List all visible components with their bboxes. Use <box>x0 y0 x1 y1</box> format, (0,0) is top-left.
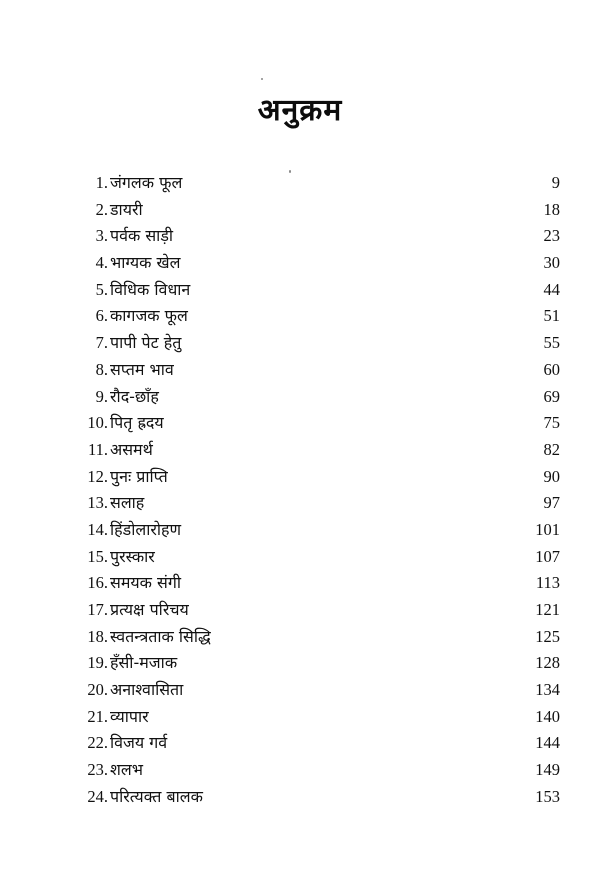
toc-entry-page: 82 <box>543 439 560 459</box>
toc-entry-page: 51 <box>543 306 560 326</box>
toc-entry[interactable] <box>74 597 560 624</box>
toc-entry[interactable] <box>74 437 560 464</box>
toc-entry-number: 16. <box>87 573 108 593</box>
toc-entry-title: पितृ ह्रदय <box>110 413 164 433</box>
toc-entry[interactable] <box>74 250 560 277</box>
toc-entry-number: 22. <box>87 733 108 753</box>
toc-entry-number: 3. <box>95 226 108 246</box>
toc-entry-number: 24. <box>87 786 108 806</box>
toc-entry-number: 1. <box>95 173 108 192</box>
toc-entry-page: 30 <box>543 253 560 273</box>
toc-entry[interactable] <box>74 624 560 651</box>
toc-entry-page: 60 <box>543 359 560 379</box>
toc-entry[interactable] <box>74 410 560 437</box>
toc-entry[interactable] <box>74 357 560 384</box>
toc-entry[interactable] <box>74 330 560 357</box>
toc-entry-title: परित्यक्त बालक <box>110 786 203 806</box>
toc-entry-title: असमर्थ <box>110 439 153 459</box>
toc-entry[interactable] <box>74 517 560 544</box>
toc-entry-page: 69 <box>543 386 560 406</box>
toc-entry-number: 11. <box>87 439 108 459</box>
toc-entry-title: विधिक विधान <box>110 279 191 299</box>
toc-entry-title: डायरी <box>110 199 143 219</box>
toc-entry-number: 20. <box>87 680 108 700</box>
toc-entry-number: 13. <box>87 493 108 513</box>
toc-entry-number: 12. <box>87 466 108 486</box>
toc-entry-title: शलभ <box>110 760 143 780</box>
toc-entry-number: 6. <box>95 306 108 326</box>
toc-entry-number: 8. <box>95 359 108 379</box>
toc-entry-number: 18. <box>87 626 108 646</box>
toc-entry-number: 9. <box>95 386 108 406</box>
toc-entry[interactable] <box>74 464 560 491</box>
toc-entry-page: 55 <box>543 333 560 353</box>
toc-entry[interactable] <box>74 303 560 330</box>
toc-entry-title: अनाश्वासिता <box>110 680 184 700</box>
toc-entry-page: 149 <box>535 760 560 780</box>
toc-entry[interactable] <box>74 757 560 784</box>
toc-entry-page: 140 <box>535 706 560 726</box>
toc-entry-number: 23. <box>87 760 108 780</box>
toc-entry-title: भाग्यक खेल <box>110 253 181 273</box>
toc-entry-page: 153 <box>535 786 560 806</box>
toc-entry[interactable] <box>74 197 560 224</box>
toc-entry-page: 23 <box>543 226 560 246</box>
toc-entry-title: पापी पेट हेतु <box>110 333 182 353</box>
toc-entry-title: हँसी-मजाक <box>110 653 178 673</box>
toc-entry[interactable] <box>74 704 560 731</box>
toc-entry-page: 101 <box>535 519 560 539</box>
toc-entry-page: 113 <box>535 573 560 593</box>
toc-entry-page: 125 <box>535 626 560 646</box>
toc-entry-page: 144 <box>535 733 560 753</box>
toc-entry[interactable] <box>74 170 560 197</box>
toc-entry-page: 97 <box>543 493 560 513</box>
toc-entry[interactable] <box>74 223 560 250</box>
toc-entry-title: कागजक फूल <box>110 306 188 326</box>
toc-entry[interactable] <box>74 490 560 517</box>
toc-entry-page: 107 <box>535 546 560 566</box>
toc-entry-title: सप्तम भाव <box>110 359 174 379</box>
toc-entry-page: 90 <box>543 466 560 486</box>
toc-entry-number: 7. <box>95 333 108 353</box>
toc-entry-title: पुनः प्राप्ति <box>110 466 168 486</box>
toc-entry-page: 9 <box>551 173 560 192</box>
toc-entry-number: 15. <box>87 546 108 566</box>
toc-entry-page: 134 <box>535 680 560 700</box>
toc-entry-number: 17. <box>87 600 108 619</box>
toc-entry-page: 75 <box>543 413 560 433</box>
toc-entry-title: पर्वक साड़ी <box>110 226 174 246</box>
toc-entry-page: 128 <box>535 653 560 673</box>
toc-entry-number: 4. <box>95 253 108 273</box>
toc-entry-title: सलाह <box>110 493 145 513</box>
toc-entry[interactable] <box>74 384 560 411</box>
toc-entry-page: 18 <box>543 199 560 219</box>
toc-entry-title: व्यापार <box>110 706 149 726</box>
table-of-contents <box>74 170 560 811</box>
toc-entry[interactable] <box>74 570 560 597</box>
toc-entry[interactable] <box>74 544 560 571</box>
toc-entry-title: प्रत्यक्ष परिचय <box>110 600 189 619</box>
toc-entry-title: पुरस्कार <box>110 546 155 566</box>
toc-entry-title: स्वतन्त्रताक सिद्धि <box>110 626 211 646</box>
toc-entry-number: 5. <box>95 279 108 299</box>
toc-entry-number: 14. <box>87 519 108 539</box>
toc-entry-number: 21. <box>87 706 108 726</box>
toc-entry-title: विजय गर्व <box>110 733 168 753</box>
toc-entry-page: 44 <box>543 279 560 299</box>
toc-entry-page: 121 <box>535 600 560 619</box>
toc-entry[interactable] <box>74 650 560 677</box>
toc-entry-title: हिंडोलारोहण <box>110 519 182 539</box>
toc-entry[interactable] <box>74 677 560 704</box>
toc-entry-title: रौद-छाँह <box>110 386 159 406</box>
toc-entry-title: जंगलक फूल <box>110 173 183 192</box>
toc-entry-number: 2. <box>95 199 108 219</box>
toc-entry[interactable] <box>74 277 560 304</box>
toc-entry-number: 19. <box>87 653 108 673</box>
toc-entry[interactable] <box>74 784 560 811</box>
page-title: अनुक्रम <box>257 93 343 128</box>
toc-entry[interactable] <box>74 730 560 757</box>
scan-speck <box>261 78 263 80</box>
toc-entry-number: 10. <box>87 413 108 433</box>
toc-entry-title: समयक संगी <box>110 573 182 593</box>
